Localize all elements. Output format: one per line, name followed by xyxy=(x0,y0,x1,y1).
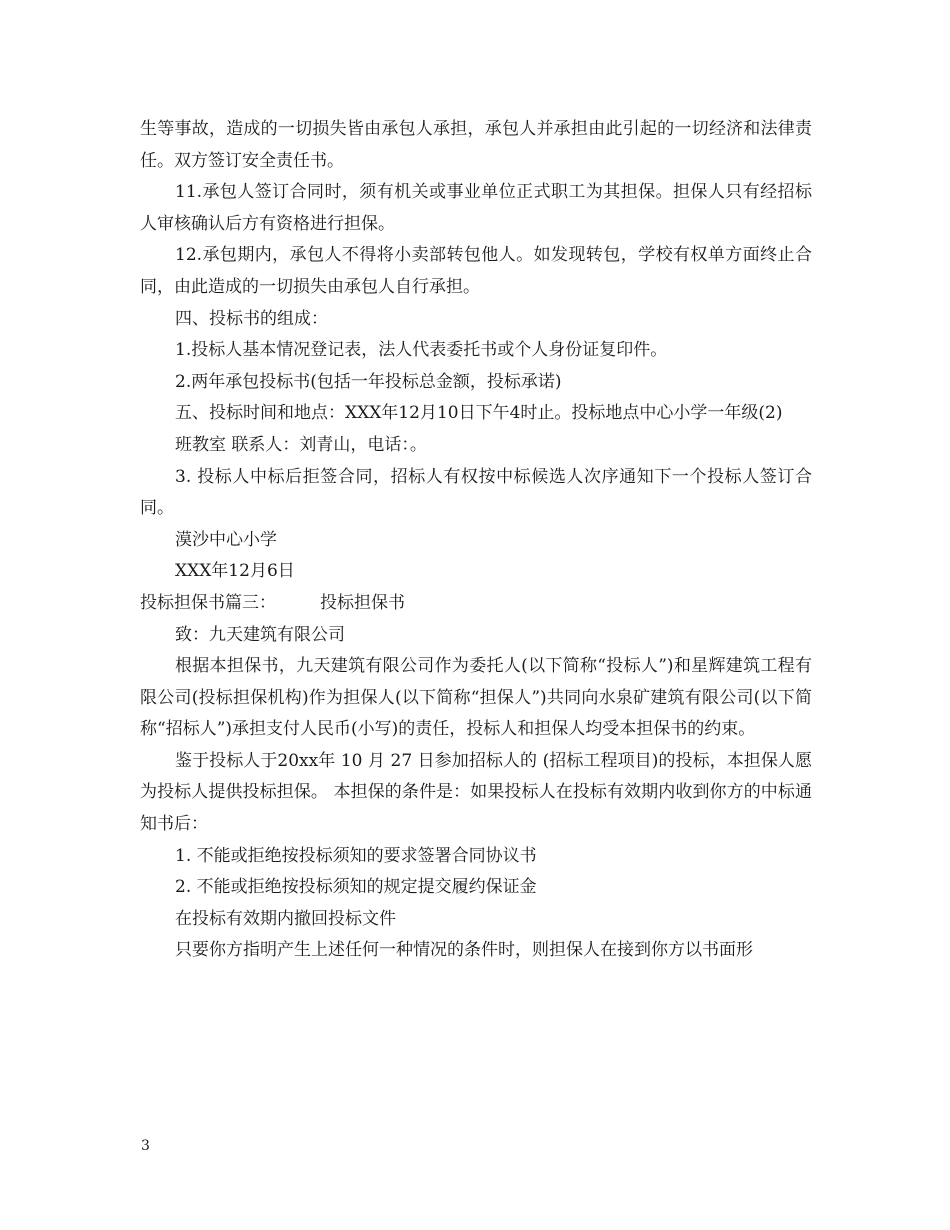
section-title: 投标担保书 xyxy=(320,592,405,613)
paragraph: 致：九天建筑有限公司 xyxy=(175,624,345,645)
document-body xyxy=(140,114,812,967)
paragraph: 1.投标人基本情况登记表，法人代表委托书或个人身份证复印件。 xyxy=(175,340,668,361)
paragraph: 四、投标书的组成： xyxy=(175,308,328,329)
paragraph: 生等事故，造成的一切损失皆由承包人承担，承包人并承担由此引起的一切经济和法律责任。双方签订安全责任书。 xyxy=(140,119,812,171)
paragraph: 1. 不能或拒绝按投标须知的要求签署合同协议书 xyxy=(175,845,537,866)
paragraph: 班教室 联系人：刘青山，电话：。 xyxy=(175,434,427,455)
paragraph: 在投标有效期内撤回投标文件 xyxy=(175,908,396,929)
signature-date: XXX年12月6日 xyxy=(175,561,295,582)
paragraph: 3. 投标人中标后拒签合同，招标人有权按中标候选人次序通知下一个投标人签订合同。 xyxy=(140,466,812,519)
section-heading xyxy=(140,588,812,620)
paragraph: 根据本担保书，九天建筑有限公司作为委托人(以下简称“投标人”)和星辉建筑工程有限公司(投标担保机构)作为担保人(以下简称“担保人”)共同向水泉矿建筑有限公司(以下简称“招标人”)承担支付人民币(小写)的责任，投标人和担保人均受本担保书的约束。 xyxy=(140,656,812,740)
page-number: 3 xyxy=(141,1138,150,1154)
signature-school: 漠沙中心小学 xyxy=(175,529,277,550)
paragraph: 2. 不能或拒绝按投标须知的规定提交履约保证金 xyxy=(175,877,537,898)
paragraph: 2.两年承包投标书(包括一年投标总金额，投标承诺) xyxy=(175,371,562,392)
section-label: 投标担保书篇三： xyxy=(140,592,276,613)
paragraph: 12.承包期内，承包人不得将小卖部转包他人。如发现转包，学校有权单方面终止合同，由此造成的一切损失由承包人自行承担。 xyxy=(140,245,812,297)
paragraph: 鉴于投标人于20xx年 10 月 27 日参加招标人的 (招标工程项目)的投标，本担保人愿为投标人提供投标担保。 本担保的条件是：如果投标人在投标有效期内收到你方的中标通知书后： xyxy=(140,750,812,835)
paragraph: 五、投标时间和地点：XXX年12月10日下午4时止。投标地点中心小学一年级(2) xyxy=(175,403,783,424)
paragraph: 只要你方指明产生上述任何一种情况的条件时，则担保人在接到你方以书面形 xyxy=(175,940,753,961)
paragraph: 11.承包人签订合同时，须有机关或事业单位正式职工为其担保。担保人只有经招标人审核确认后方有资格进行担保。 xyxy=(140,182,812,234)
